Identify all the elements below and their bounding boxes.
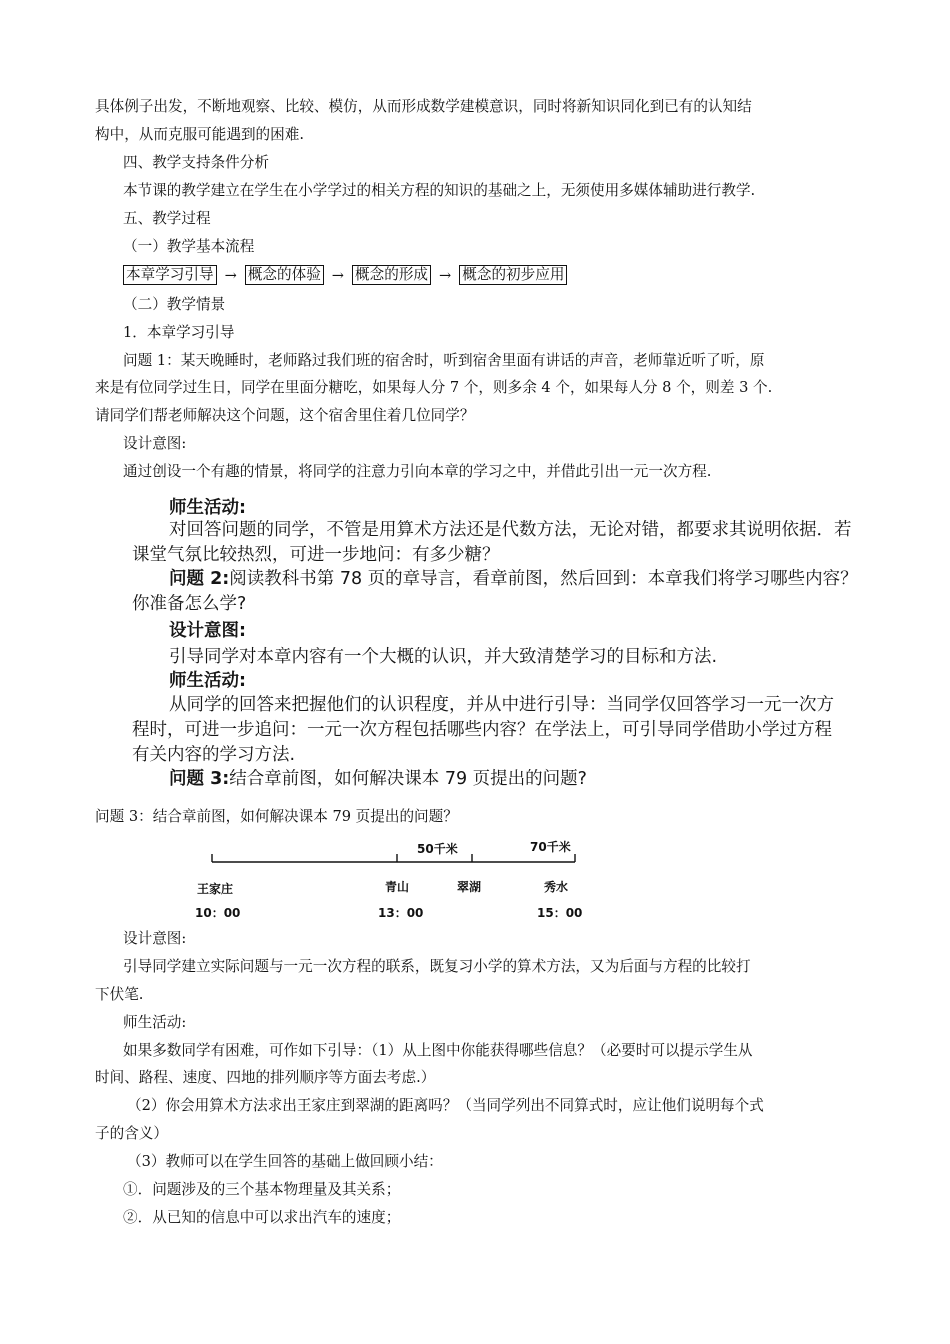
paragraph-line: 如果多数同学有困难，可作如下引导：（1）从上图中你能获得哪些信息？（必要时可以提示学生从: [123, 1042, 753, 1059]
flow-step: 本章学习引导: [123, 265, 217, 285]
item-heading: 1．本章学习引导: [123, 324, 235, 341]
paragraph-line: 本节课的教学建立在学生在小学学过的相关方程的知识的基础之上，无须使用多媒体辅助进行教学.: [123, 182, 756, 199]
design-intent-title: 设计意图:: [123, 435, 187, 452]
subsection-heading-1: （一）教学基本流程: [123, 238, 255, 255]
paragraph-line: 引导同学建立实际问题与一元一次方程的联系，既复习小学的算术方法，又为后面与方程的比较打: [123, 958, 751, 975]
paragraph-line: （2）你会用算术方法求出王家庄到翠湖的距离吗？（当同学列出不同算式时，应让他们说明每个式: [127, 1097, 764, 1114]
paragraph-line: 时间、路程、速度、四地的排列顺序等方面去考虑.）: [95, 1069, 436, 1086]
question-label: 问题 3:: [169, 769, 230, 789]
paragraph-line: 请同学们帮老师解决这个问题，这个宿舍里住着几位同学？: [95, 407, 475, 424]
section-heading-5: 五、教学过程: [123, 210, 211, 227]
question-text: 阅读教科书第 78 页的章导言，看章前图，然后回到：本章我们将学习哪些内容？: [229, 569, 858, 589]
scan-line: 引导同学对本章内容有一个大概的认识，并大致清楚学习的目标和方法.: [169, 647, 718, 667]
scan-line: 课堂气氛比较热烈，可进一步地问：有多少糖？: [132, 545, 500, 565]
scan-line: 你准备怎么学?: [132, 594, 247, 614]
paragraph-line: 问题 3：结合章前图，如何解决课本 79 页提出的问题？: [95, 808, 458, 825]
teaching-flowchart: [123, 264, 567, 286]
paragraph-line: 问题 1：某天晚睡时，老师路过我们班的宿舍时，听到宿舍里面有讲话的声音，老师靠近听了听，原: [123, 352, 765, 369]
place-label: 青山: [385, 880, 410, 894]
place-label: 翠湖: [457, 880, 482, 894]
distance-label: 70千米: [530, 840, 571, 854]
question-label: 问题 2:: [169, 569, 230, 589]
question-3: [169, 768, 587, 790]
arrow-right-icon: →: [439, 266, 452, 284]
scan-line: 对回答问题的同学，不管是用算术方法还是代数方法，无论对错，都要求其说明依据．若: [169, 520, 852, 540]
section-heading-4: 四、教学支持条件分析: [123, 154, 269, 171]
time-label: 10：00: [195, 906, 241, 920]
arrow-right-icon: →: [224, 266, 237, 284]
paragraph-line: 通过创设一个有趣的情景，将同学的注意力引向本章的学习之中，并借此引出一元一次方程.: [123, 463, 712, 480]
distance-label: 50千米: [417, 842, 458, 856]
design-intent-title: 设计意图:: [123, 930, 187, 947]
place-label: 王家庄: [197, 882, 234, 896]
paragraph-line: 子的含义）: [95, 1125, 168, 1142]
activity-title: 师生活动:: [169, 498, 246, 518]
paragraph-line: 构中，从而克服可能遇到的困难.: [95, 126, 304, 143]
paragraph-line: 具体例子出发，不断地观察、比较、模仿，从而形成数学建模意识，同时将新知识同化到已有的认知结: [95, 98, 752, 115]
flow-step: 概念的初步应用: [459, 265, 567, 285]
time-label: 13：00: [378, 906, 424, 920]
flow-step: 概念的体验: [245, 265, 324, 285]
place-label: 秀水: [544, 880, 569, 894]
paragraph-line: （3）教师可以在学生回答的基础上做回顾小结：: [127, 1153, 443, 1170]
route-diagram: [185, 830, 605, 930]
question-text: 结合章前图，如何解决课本 79 页提出的问题?: [229, 769, 587, 789]
scan-line: 程时，可进一步追问：一元一次方程包括哪些内容？在学法上，可引导同学借助小学过方程: [132, 720, 832, 740]
question-2: [169, 568, 858, 590]
design-intent-title: 设计意图:: [169, 621, 246, 641]
paragraph-line: 来是有位同学过生日，同学在里面分糖吃，如果每人分 7 个，则多余 4 个，如果每人分 8 个，则差 3 个.: [95, 379, 773, 396]
list-item: ①．问题涉及的三个基本物理量及其关系；: [123, 1181, 401, 1198]
paragraph-line: 下伏笔.: [95, 986, 144, 1003]
activity-title: 师生活动:: [169, 671, 246, 691]
list-item: ②．从已知的信息中可以求出汽车的速度；: [123, 1209, 401, 1226]
scan-line: 从同学的回答来把握他们的认识程度，并从中进行引导：当同学仅回答学习一元一次方: [169, 695, 834, 715]
flow-step: 概念的形成: [352, 265, 431, 285]
scan-line: 有关内容的学习方法.: [132, 745, 296, 765]
arrow-right-icon: →: [331, 266, 345, 284]
subsection-heading-2: （二）教学情景: [123, 296, 226, 313]
time-label: 15：00: [537, 906, 583, 920]
activity-title: 师生活动:: [123, 1014, 187, 1031]
